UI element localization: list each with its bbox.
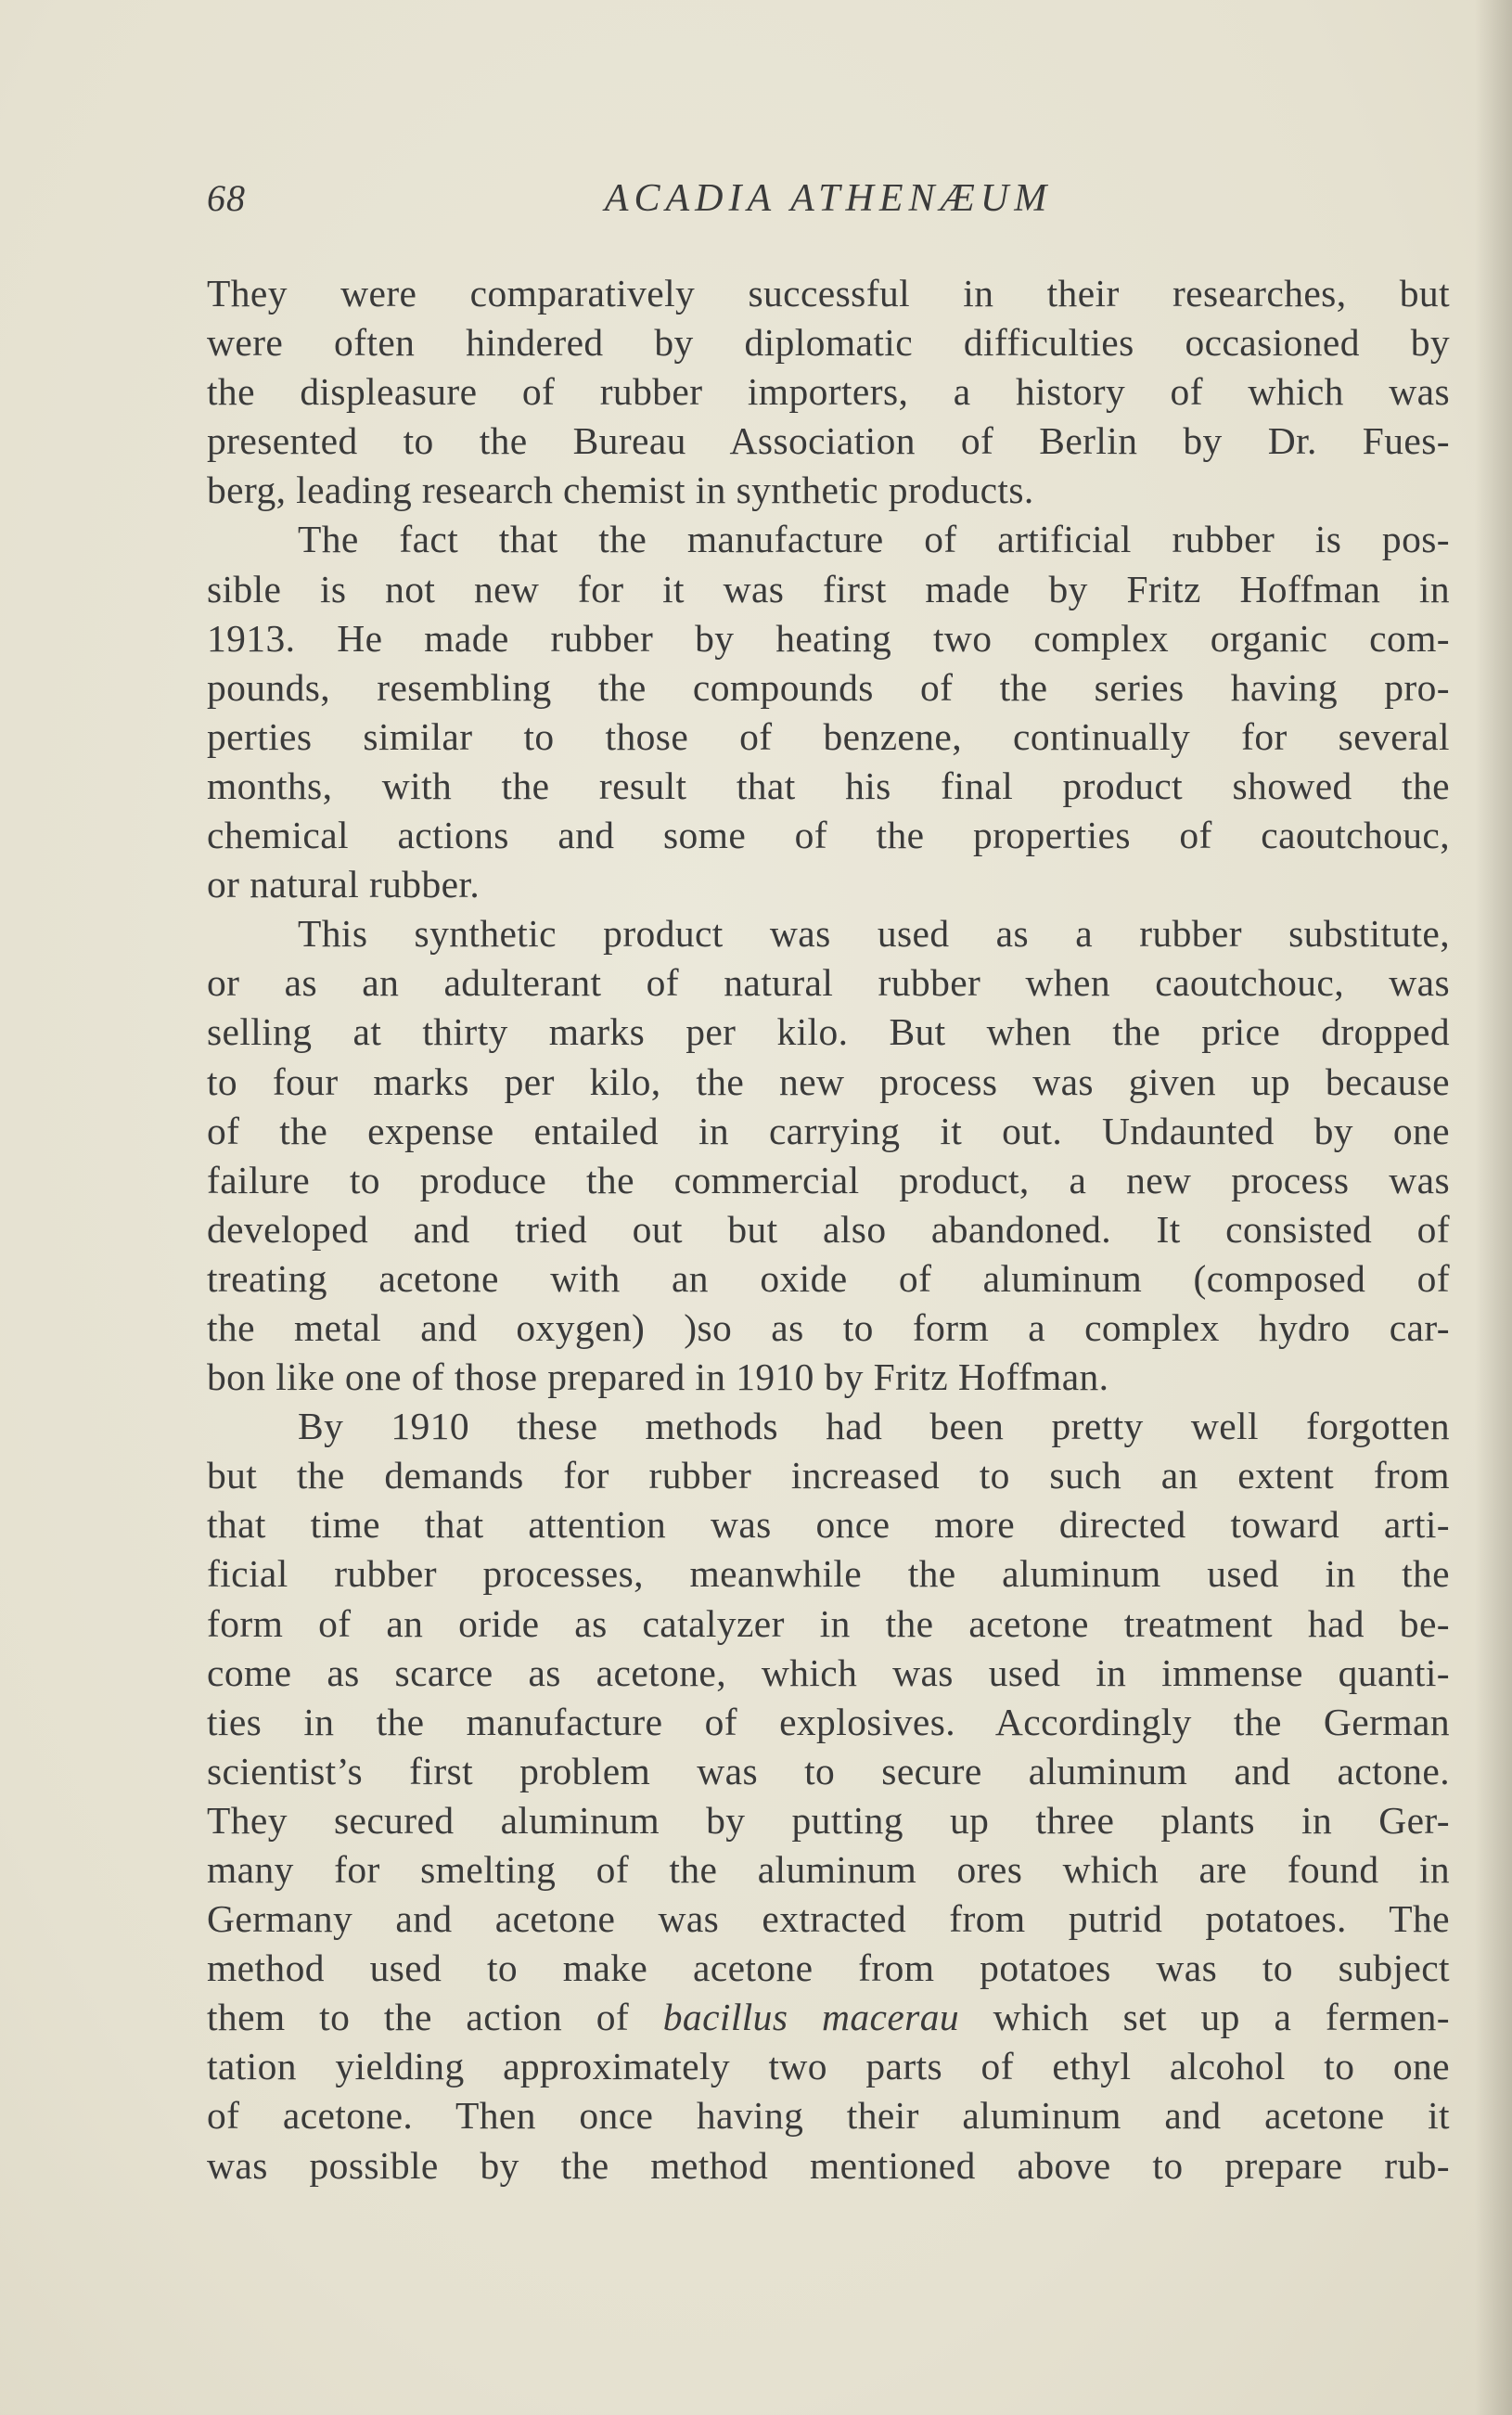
text-line: This synthetic product was used as a rubber substitute, bbox=[298, 912, 1450, 956]
text-line: ficial rubber processes, meanwhile the aluminum used in the bbox=[207, 1552, 1450, 1596]
text-line: to four marks per kilo, the new process was given up because bbox=[207, 1060, 1450, 1103]
text-line: pounds, resembling the compounds of the series having pro- bbox=[207, 665, 1450, 709]
text-line: ties in the manufacture of explosives. Accordingly the German bbox=[207, 1700, 1450, 1743]
page-number: 68 bbox=[207, 177, 246, 219]
text-line: were often hindered by diplomatic difficulties occasioned by bbox=[207, 321, 1450, 365]
text-line: selling at thirty marks per kilo. But when the price dropped bbox=[207, 1010, 1450, 1054]
text-line: presented to the Bureau Association of Berlin by Dr. Fues- bbox=[207, 419, 1450, 463]
text-line: Germany and acetone was extracted from putrid potatoes. The bbox=[207, 1897, 1450, 1941]
text-line: the displeasure of rubber importers, a history of which was bbox=[207, 370, 1450, 414]
text-line: months, with the result that his final product showed the bbox=[207, 764, 1450, 807]
text-line-part: which set up a fermen- bbox=[959, 1996, 1450, 2039]
text-line: that time that attention was once more directed toward arti- bbox=[207, 1503, 1450, 1547]
text-line: scientist’s first problem was to secure aluminum and actone. bbox=[207, 1749, 1450, 1792]
text-line: They secured aluminum by putting up three plants in Ger- bbox=[207, 1798, 1450, 1842]
text-line bbox=[207, 1993, 1450, 2042]
text-line: By 1910 these methods had been pretty well forgotten bbox=[298, 1405, 1450, 1448]
text-line: They were comparatively successful in their researches, but bbox=[207, 272, 1450, 315]
italic-term: bacillus macerau bbox=[662, 1996, 959, 2039]
text-line: many for smelting of the aluminum ores which are found in bbox=[207, 1848, 1450, 1891]
text-line: The fact that the manufacture of artificial rubber is pos- bbox=[298, 518, 1450, 561]
text-line: chemical actions and some of the properties of caoutchouc, bbox=[207, 814, 1450, 857]
text-line: bon like one of those prepared in 1910 by Fritz Hoffman. bbox=[207, 1355, 1109, 1399]
text-line: or natural rubber. bbox=[207, 863, 481, 906]
text-line: form of an oride as catalyzer in the acetone treatment had be- bbox=[207, 1601, 1450, 1645]
body-text bbox=[207, 269, 1450, 2190]
page-header bbox=[207, 176, 1450, 241]
text-line: of the expense entailed in carrying it out. Undaunted by one bbox=[207, 1109, 1450, 1152]
text-line: but the demands for rubber increased to such an extent from bbox=[207, 1454, 1450, 1497]
text-line: or as an adulterant of natural rubber when caoutchouc, was bbox=[207, 961, 1450, 1005]
text-line: the metal and oxygen) )so as to form a complex hydro car- bbox=[207, 1305, 1450, 1349]
text-line: tation yielding approximately two parts of ethyl alcohol to one bbox=[207, 2045, 1450, 2088]
text-line: come as scarce as acetone, which was used in immense quanti- bbox=[207, 1651, 1450, 1694]
text-line: sible is not new for it was first made by Fritz Hoffman in bbox=[207, 567, 1450, 610]
text-line: method used to make acetone from potatoes was to subject bbox=[207, 1946, 1450, 1990]
text-line: berg, leading research chemist in synthetic products. bbox=[207, 469, 1034, 512]
text-line-part: them to the action of bbox=[207, 1996, 663, 2039]
text-line: failure to produce the commercial product, a new process was bbox=[207, 1158, 1450, 1201]
text-line: developed and tried out but also abandoned. It consisted of bbox=[207, 1207, 1450, 1251]
text-line: perties similar to those of benzene, continually for several bbox=[207, 714, 1450, 758]
text-line: was possible by the method mentioned above to prepare rub- bbox=[207, 2143, 1450, 2187]
text-line: treating acetone with an oxide of aluminum (composed of bbox=[207, 1256, 1450, 1300]
running-title: ACADIA ATHENÆUM bbox=[604, 177, 1053, 220]
page-edge-shadow bbox=[1475, 0, 1512, 2415]
text-line: 1913. He made rubber by heating two complex organic com- bbox=[207, 616, 1450, 660]
text-line: of acetone. Then once having their aluminum and acetone it bbox=[207, 2094, 1450, 2138]
